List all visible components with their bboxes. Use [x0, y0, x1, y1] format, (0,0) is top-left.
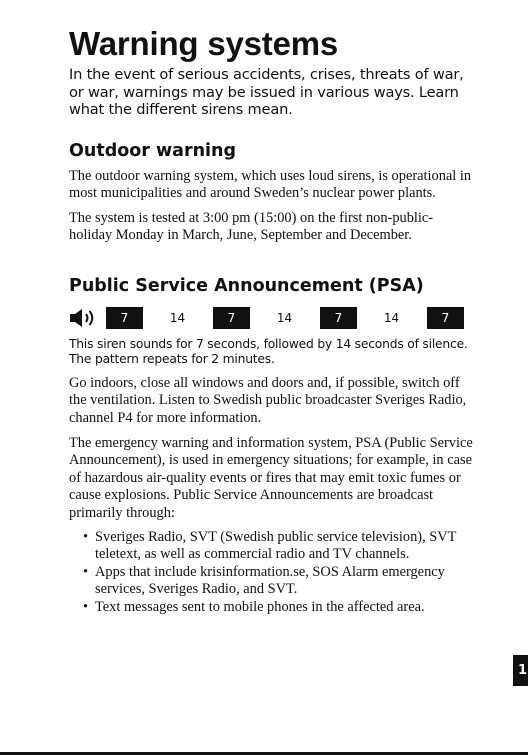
siren-sound-segment: 7 [320, 307, 357, 329]
psa-instructions: Go indoors, close all windows and doors and, if possible, switch off the ventilation. Listen to Swedish public broadcaster Sveriges Radio, channel P4 for more information. [69, 374, 467, 427]
list-item-text: Sveriges Radio, SVT (Swedish public service television), SVT teletext, as well as commercial radio and TV channels. [95, 528, 457, 563]
page-title: Warning systems [69, 25, 339, 62]
siren-sound-segment: 7 [106, 307, 143, 329]
page-content [69, 24, 474, 617]
speaker-icon [69, 308, 97, 328]
psa-heading: Public Service Announcement (PSA) [69, 275, 424, 296]
list-item-text: Text messages sent to mobile phones in the affected area. [95, 599, 425, 615]
siren-silence-segment: 14 [276, 310, 293, 325]
siren-silence-segment: 14 [169, 310, 186, 325]
list-item-text: Apps that include krisinformation.se, SOS Alarm emergency services, Sveriges Radio, and SVT. [95, 563, 445, 598]
outdoor-paragraph-1: The outdoor warning system, which uses loud sirens, is operational in most municipalities and around Sweden’s nuclear power plants. [69, 167, 472, 202]
outdoor-heading: Outdoor warning [69, 140, 237, 161]
siren-description: This siren sounds for 7 seconds, followed by 14 seconds of silence. The pattern repeats for 2 minutes. [69, 336, 468, 367]
list-item: • Text messages sent to mobile phones in the affected area. [83, 599, 425, 615]
siren-sound-segment: 7 [213, 307, 250, 329]
psa-system-description: The emergency warning and information system, PSA (Public Service Announcement), is used in emergency situations; for example, in case of hazardous air-quality events or fires that may emit toxic fumes or cause explosions. Public Service Announcements are broadcast primarily through: [69, 434, 473, 522]
siren-pattern [69, 307, 474, 329]
list-item: • Apps that include krisinformation.se, SOS Alarm emergency services, Sveriges Radio, and SVT. [83, 563, 445, 598]
siren-silence-segment: 14 [383, 310, 400, 325]
siren-sound-segment: 7 [427, 307, 464, 329]
intro-text: In the event of serious accidents, crises, threats of war, or war, warnings may be issued in various ways. Learn what the different sirens mean. [69, 66, 464, 118]
page-number-tab: 1 [513, 655, 528, 686]
list-item: • Sveriges Radio, SVT (Swedish public service television), SVT teletext, as well as commercial radio and TV channels. [83, 528, 457, 563]
outdoor-paragraph-2: The system is tested at 3:00 pm (15:00) on the first non-public-holiday Monday in March, June, September and December. [69, 209, 434, 244]
broadcast-channel-list [69, 529, 474, 617]
